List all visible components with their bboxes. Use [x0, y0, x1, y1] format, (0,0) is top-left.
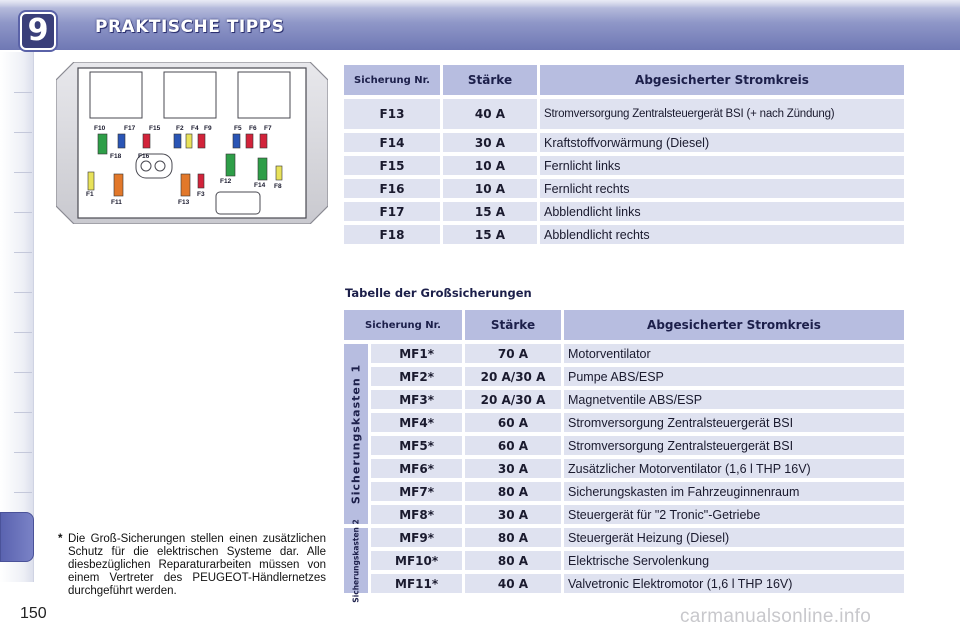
- tab-divider: [14, 372, 32, 373]
- table-row: [344, 528, 904, 547]
- group-label-fusebox-2: [344, 518, 368, 603]
- fuse-rating-cell: 40 A: [465, 574, 561, 593]
- fuse-label-f12: F12: [220, 178, 232, 185]
- fuse-rating-cell: 30 A: [465, 505, 561, 524]
- fuse-f5: [233, 134, 240, 148]
- relay-slot: [164, 72, 216, 118]
- fuse-circuit-cell: Motorventilator: [564, 344, 904, 363]
- maxi-fuse-table: [341, 306, 907, 603]
- table-row: [344, 459, 904, 478]
- tab-divider: [14, 292, 32, 293]
- fuse-f7: [260, 134, 267, 148]
- fuse-number-cell: MF5*: [371, 436, 462, 455]
- tab-divider: [14, 172, 32, 173]
- fuse-number-cell: F17: [344, 202, 440, 221]
- tab-divider: [14, 412, 32, 413]
- fuse-f14: [258, 158, 267, 180]
- fuse-label-f18: F18: [110, 153, 122, 160]
- fuse-f10: [98, 134, 107, 154]
- tab-divider: [14, 452, 32, 453]
- table-row: [344, 574, 904, 593]
- fuse-number-cell: MF4*: [371, 413, 462, 432]
- fuse-circuit-cell: Elektrische Servolenkung: [564, 551, 904, 570]
- chapter-tab-active[interactable]: [0, 512, 34, 562]
- fuse-f17: [118, 134, 125, 148]
- fuse-label-f9: F9: [204, 125, 212, 132]
- fuse-number-cell: F13: [344, 99, 440, 129]
- fuse-rating-cell: 10 A: [443, 179, 537, 198]
- tab-divider: [14, 332, 32, 333]
- fuse-label-f6: F6: [249, 125, 257, 132]
- table-row: [344, 225, 904, 244]
- fuse-number-cell: MF3*: [371, 390, 462, 409]
- table-row: [344, 505, 904, 524]
- column-header-rating: Stärke: [443, 65, 537, 95]
- footnote: [58, 533, 326, 598]
- fuse-circuit-cell: Abblendlicht links: [540, 202, 904, 221]
- table-row: [344, 344, 904, 363]
- connector-pin: [155, 161, 165, 171]
- fuse-circuit-cell: Valvetronic Elektromotor (1,6 l THP 16V): [564, 574, 904, 593]
- table-row: [344, 482, 904, 501]
- group-label-text: Sicherungskasten 1: [349, 363, 363, 505]
- fuse-number-cell: F14: [344, 133, 440, 152]
- fuse-f13: [181, 174, 190, 196]
- tab-divider: [14, 492, 32, 493]
- fuse-label-f14: F14: [254, 182, 266, 189]
- table-row: [344, 156, 904, 175]
- fuse-rating-cell: 30 A: [443, 133, 537, 152]
- fuse-label-f10: F10: [94, 125, 106, 132]
- fuse-number-cell: F18: [344, 225, 440, 244]
- fuse-rating-cell: 60 A: [465, 413, 561, 432]
- table-row: [344, 99, 904, 129]
- fuse-label-f13: F13: [178, 199, 190, 206]
- group-label-text: Sicherungskasten 2: [351, 518, 361, 603]
- tab-divider: [14, 252, 32, 253]
- column-header-fuse-number: Sicherung Nr.: [344, 65, 440, 95]
- fuse-rating-cell: 30 A: [465, 459, 561, 478]
- fusebox-diagram: [56, 62, 328, 224]
- fuse-number-cell: MF1*: [371, 344, 462, 363]
- group-label-fusebox-1: [344, 344, 368, 524]
- table-row: [344, 390, 904, 409]
- column-header-fuse-number: Sicherung Nr.: [344, 310, 462, 340]
- fuse-rating-cell: 70 A: [465, 344, 561, 363]
- fuse-label-f1: F1: [86, 191, 94, 198]
- tab-divider: [14, 92, 32, 93]
- fuse-rating-cell: 20 A/30 A: [465, 390, 561, 409]
- chapter-number-badge: 9: [20, 12, 56, 50]
- fuse-number-cell: MF10*: [371, 551, 462, 570]
- fuse-circuit-cell: Stromversorgung Zentralsteuergerät BSI: [564, 413, 904, 432]
- fuse-circuit-cell: Steuergerät Heizung (Diesel): [564, 528, 904, 547]
- fuse-f9: [198, 134, 205, 148]
- fuse-rating-cell: 80 A: [465, 528, 561, 547]
- column-header-circuit: Abgesicherter Stromkreis: [564, 310, 904, 340]
- fuse-number-cell: MF2*: [371, 367, 462, 386]
- fuse-circuit-cell: Kraftstoffvorwärmung (Diesel): [540, 133, 904, 152]
- fuse-rating-cell: 60 A: [465, 436, 561, 455]
- tab-divider: [14, 212, 32, 213]
- relay-slot: [238, 72, 290, 118]
- chapter-tab-rail: [0, 52, 34, 582]
- fuse-label-f7: F7: [264, 125, 272, 132]
- fuse-rating-cell: 15 A: [443, 202, 537, 221]
- fuse-circuit-cell: Magnetventile ABS/ESP: [564, 390, 904, 409]
- footnote-text: Die Groß-Sicherungen stellen einen zusätzlichen Schutz für die elektrischen Systeme dar. Alle diesbezüglichen Reparaturarbeiten müssen von einem Vertreter des PEUGEOT-Händlernetzes durchgeführt werden.: [68, 533, 326, 597]
- fuse-number-cell: MF7*: [371, 482, 462, 501]
- connector-pin: [141, 161, 151, 171]
- fuse-number-cell: MF6*: [371, 459, 462, 478]
- table-row: [344, 133, 904, 152]
- header-shine: [0, 0, 960, 8]
- fuse-f12: [226, 154, 235, 176]
- column-header-rating: Stärke: [465, 310, 561, 340]
- fuse-rating-cell: 15 A: [443, 225, 537, 244]
- fuse-label-f5: F5: [234, 125, 242, 132]
- table-row: [344, 179, 904, 198]
- table-row: [344, 202, 904, 221]
- fuse-circuit-cell: Pumpe ABS/ESP: [564, 367, 904, 386]
- fuse-circuit-cell: Sicherungskasten im Fahrzeuginnenraum: [564, 482, 904, 501]
- fuse-number-cell: MF8*: [371, 505, 462, 524]
- page-number: 150: [20, 605, 47, 622]
- fuse-circuit-cell: Stromversorgung Zentralsteuergerät BSI: [564, 436, 904, 455]
- fuse-f6: [246, 134, 253, 148]
- fuse-table-interior: [341, 61, 907, 248]
- fuse-number-cell: MF9*: [371, 528, 462, 547]
- fuse-rating-cell: 20 A/30 A: [465, 367, 561, 386]
- fuse-f3: [198, 174, 204, 188]
- fuse-circuit-cell: Abblendlicht rechts: [540, 225, 904, 244]
- fuse-rating-cell: 40 A: [443, 99, 537, 129]
- tab-divider: [14, 132, 32, 133]
- fuse-label-f17: F17: [124, 125, 136, 132]
- fuse-rating-cell: 80 A: [465, 551, 561, 570]
- fuse-label-f3: F3: [197, 191, 205, 198]
- fuse-circuit-cell: Steuergerät für "2 Tronic"-Getriebe: [564, 505, 904, 524]
- table-row: [344, 367, 904, 386]
- fuse-circuit-cell: Stromversorgung Zentralsteuergerät BSI (+ nach Zündung): [540, 99, 904, 129]
- section-subtitle: Tabelle der Großsicherungen: [345, 286, 532, 300]
- watermark: carmanualsonline.info: [680, 606, 872, 627]
- fuse-number-cell: F16: [344, 179, 440, 198]
- table-row: [344, 436, 904, 455]
- fuse-f8: [276, 166, 282, 180]
- fuse-number-cell: MF11*: [371, 574, 462, 593]
- fuse-f2: [174, 134, 181, 148]
- footnote-marker: *: [58, 533, 63, 545]
- fuse-label-f15: F15: [149, 125, 161, 132]
- fuse-f11: [114, 174, 123, 196]
- fuse-rating-cell: 80 A: [465, 482, 561, 501]
- fuse-label-f11: F11: [111, 199, 122, 206]
- table-row: [344, 551, 904, 570]
- table-row: [344, 413, 904, 432]
- relay-slot: [90, 72, 142, 118]
- connector-socket: [216, 192, 260, 214]
- fuse-f1: [88, 172, 94, 190]
- fuse-f4: [186, 134, 192, 148]
- fuse-f15: [143, 134, 150, 148]
- fuse-circuit-cell: Fernlicht rechts: [540, 179, 904, 198]
- fuse-label-f2: F2: [176, 125, 184, 132]
- fuse-label-f8: F8: [274, 183, 282, 190]
- fuse-circuit-cell: Fernlicht links: [540, 156, 904, 175]
- fuse-rating-cell: 10 A: [443, 156, 537, 175]
- fuse-circuit-cell: Zusätzlicher Motorventilator (1,6 l THP 16V): [564, 459, 904, 478]
- fuse-number-cell: F15: [344, 156, 440, 175]
- fuse-label-f4: F4: [191, 125, 199, 132]
- column-header-circuit: Abgesicherter Stromkreis: [540, 65, 904, 95]
- page-title: PRAKTISCHE TIPPS: [95, 17, 285, 37]
- fuse-label-f16: F16: [138, 153, 150, 160]
